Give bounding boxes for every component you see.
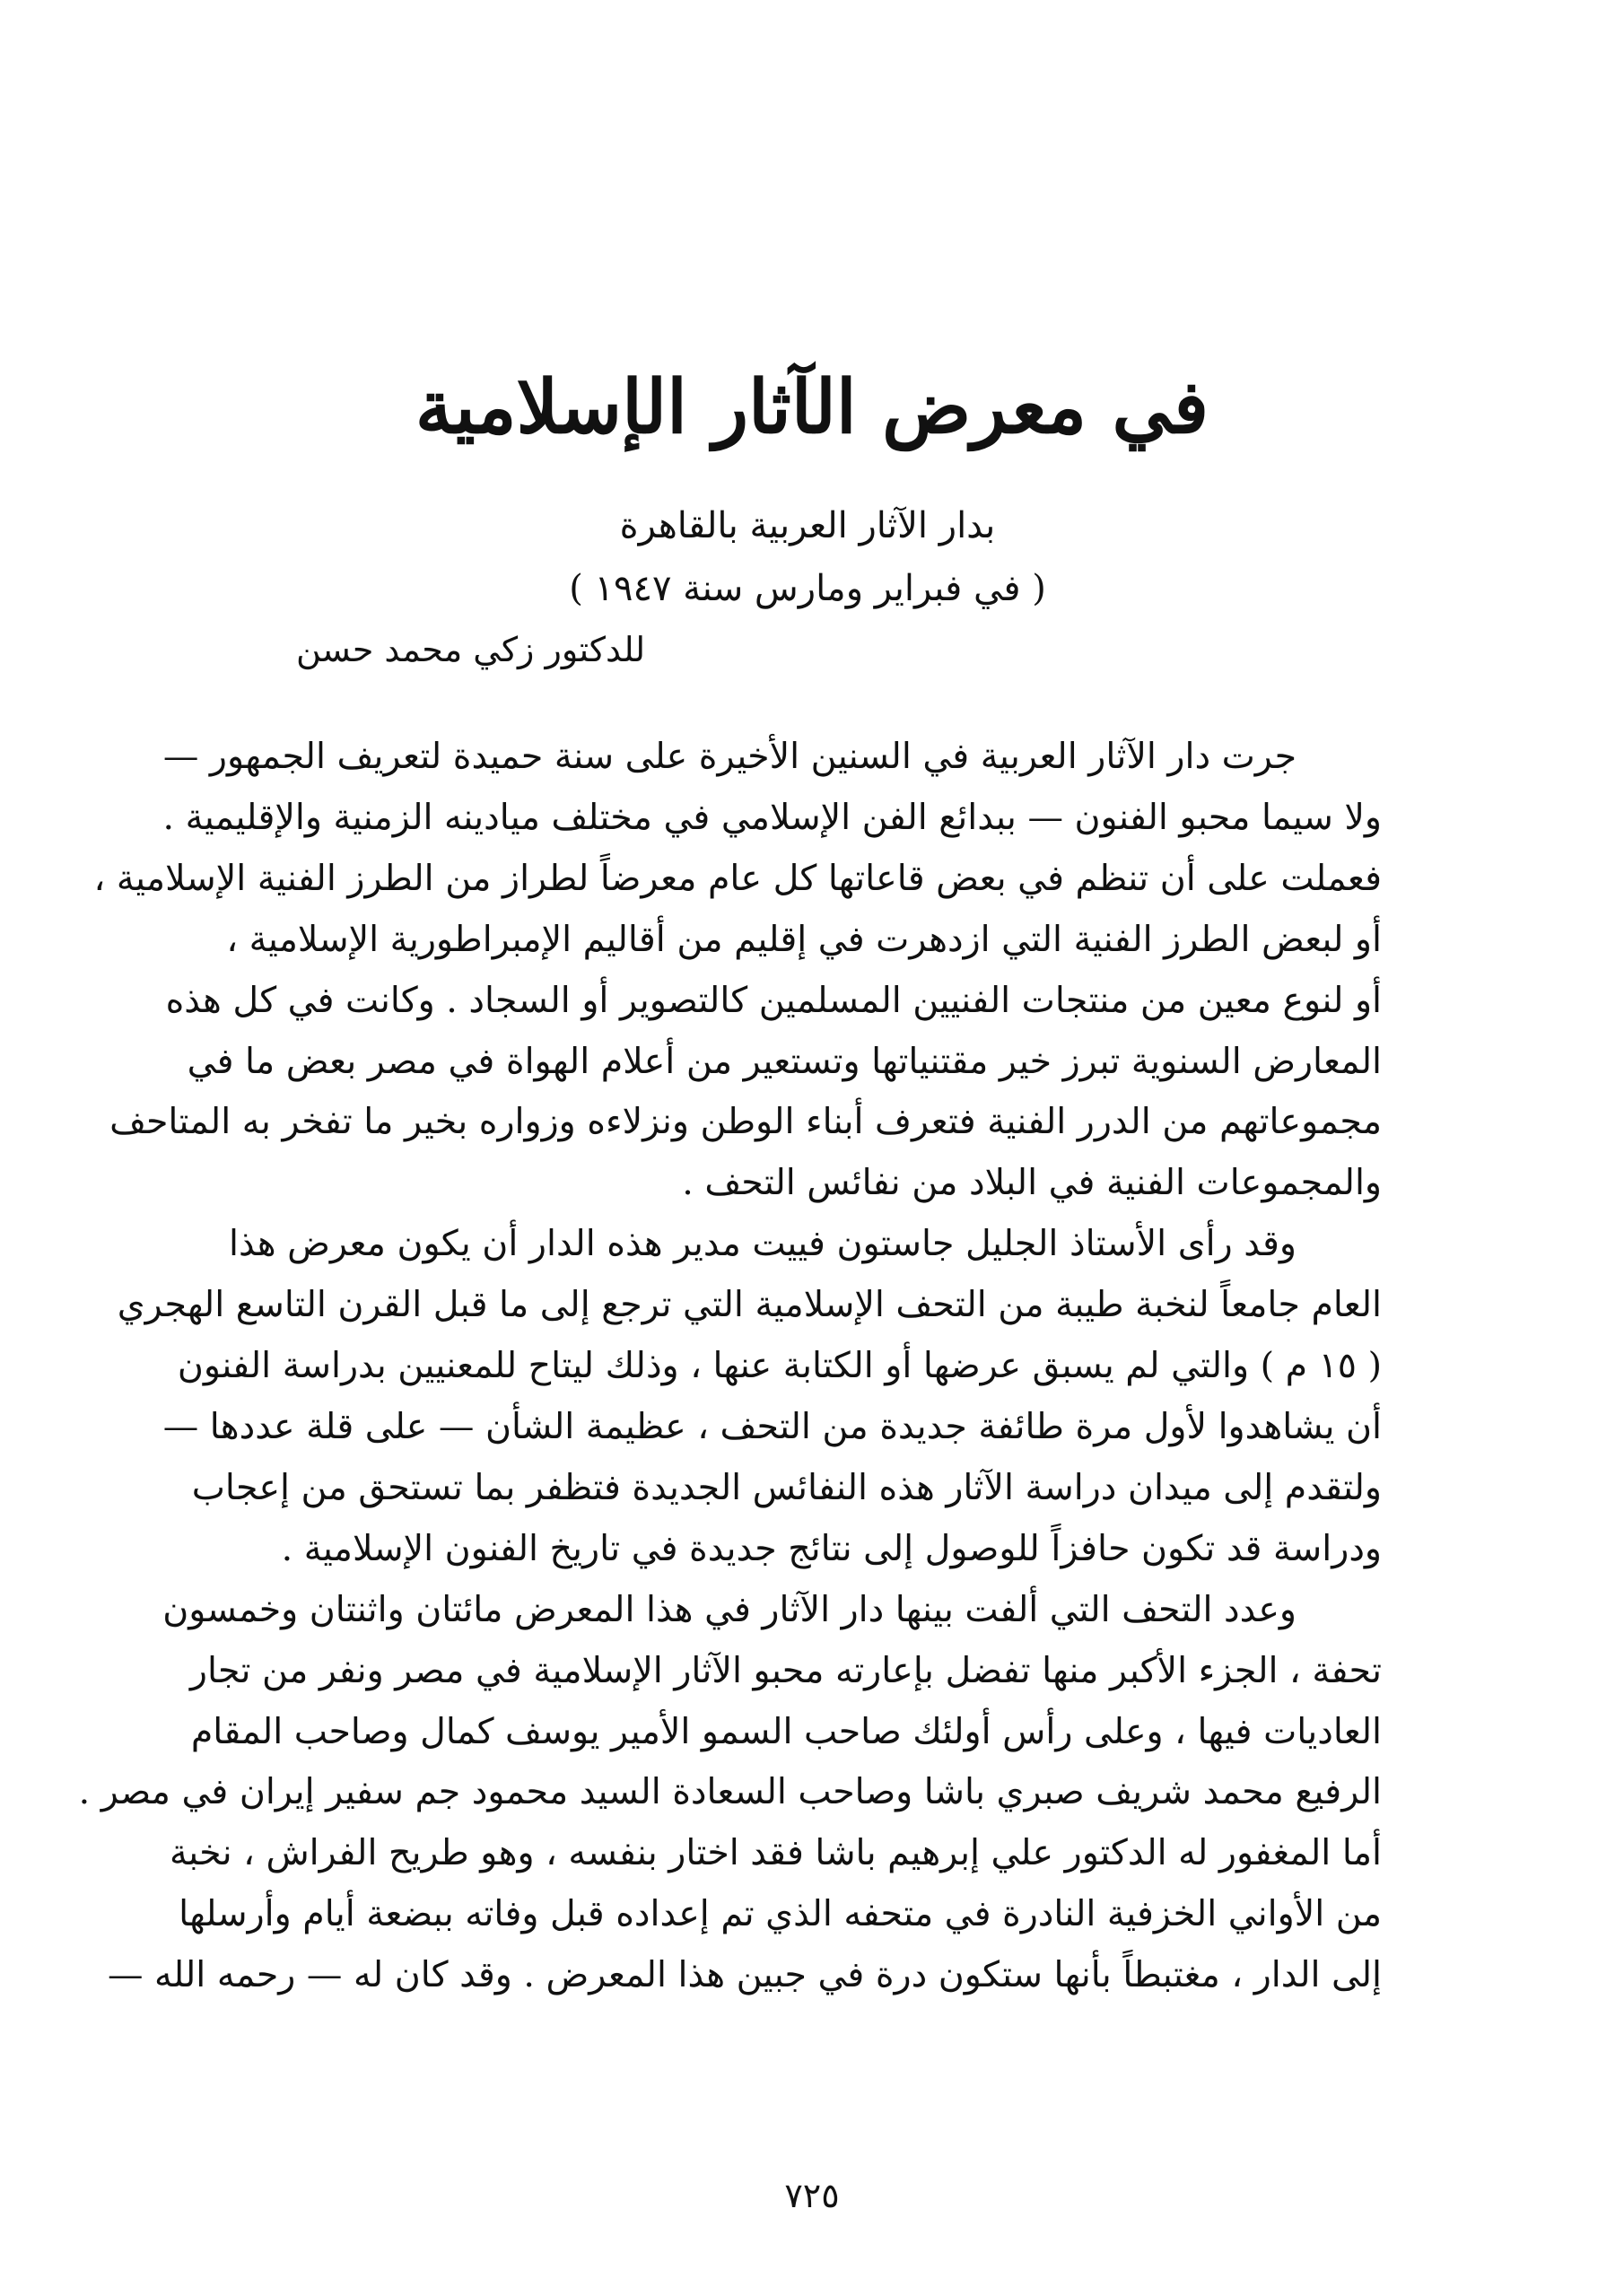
subtitle: بدار الآثار العربية بالقاهرة: [619, 505, 996, 546]
text-line: الرفيع محمد شريف صبري باشا وصاحب السعادة السيد محمود جم سفير إيران في مصر .: [78, 1771, 1382, 1813]
text-line: ( ١٥ م ) والتي لم يسبق عرضها أو الكتابة عنها ، وذلك ليتاح للمعنيين بدراسة الفنون: [177, 1345, 1382, 1387]
text-line: العاديات فيها ، وعلى رأس أولئك صاحب السمو الأمير يوسف كمال وصاحب المقام: [190, 1710, 1382, 1752]
text-line: العام جامعاً لنخبة طيبة من التحف الإسلامية التي ترجع إلى ما قبل القرن التاسع الهجري: [117, 1284, 1382, 1326]
text-line: والمجموعات الفنية في البلاد من نفائس التحف .: [682, 1162, 1382, 1204]
text-line: ولتقدم إلى ميدان دراسة الآثار هذه النفائس الجديدة فتظفر بما تستحق من إعجاب: [191, 1466, 1382, 1508]
text-line: أن يشاهدوا لأول مرة طائفة جديدة من التحف ، عظيمة الشأن — على قلة عددها —: [162, 1405, 1382, 1447]
text-line: ولا سيما محبو الفنون — ببدائع الفن الإسلامي في مختلف ميادينه الزمنية والإقليمية .: [162, 796, 1382, 838]
text-line: أو لنوع معين من منتجات الفنيين المسلمين كالتصوير أو السجاد . وكانت في كل هذه: [165, 979, 1382, 1021]
text-line: وقد رأى الأستاذ الجليل جاستون فييت مدير هذه الدار أن يكون معرض هذا: [229, 1223, 1297, 1265]
text-line: فعملت على أن تنظم في بعض قاعاتها كل عام معرضاً لطراز من الطرز الفنية الإسلامية ،: [93, 857, 1382, 899]
text-line: وعدد التحف التي ألفت بينها دار الآثار في هذا المعرض مائتان واثنتان وخمسون: [162, 1588, 1297, 1630]
page-title: في معرض الآثار الإسلامية: [415, 364, 1209, 450]
text-line: أما المغفور له الدكتور علي إبرهيم باشا فقد اختار بنفسه ، وهو طريح الفراش ، نخبة: [170, 1832, 1382, 1874]
text-line: المعارض السنوية تبرز خير مقتنياتها وتستعير من أعلام الهواة في مصر بعض ما في: [187, 1040, 1382, 1082]
body-text: [78, 727, 1382, 2006]
text-line: تحفة ، الجزء الأكبر منها تفضل بإعارته محبو الآثار الإسلامية في مصر ونفر من تجار: [189, 1649, 1382, 1691]
page-number: ٧٢٥: [784, 2176, 840, 2215]
text-line: من الأواني الخزفية النادرة في متحفه الذي تم إعداده قبل وفاته ببضعة أيام وأرسلها: [179, 1893, 1382, 1935]
text-line: إلى الدار ، مغتبطاً بأنها ستكون درة في جبين هذا المعرض . وقد كان له — رحمه الله —: [107, 1954, 1382, 1996]
author-byline: للدكتور زكي محمد حسن: [296, 630, 646, 669]
text-line: ودراسة قد تكون حافزاً للوصول إلى نتائج جديدة في تاريخ الفنون الإسلامية .: [281, 1527, 1382, 1569]
date-line: ( في فبراير ومارس سنة ١٩٤٧ ): [569, 568, 1046, 609]
text-line: جرت دار الآثار العربية في السنين الأخيرة على سنة حميدة لتعريف الجمهور —: [162, 736, 1297, 777]
text-line: أو لبعض الطرز الفنية التي ازدهرت في إقليم من أقاليم الإمبراطورية الإسلامية ،: [226, 918, 1382, 960]
text-line: مجموعاتهم من الدرر الفنية فتعرف أبناء الوطن ونزلاءه وزواره بخير ما تفخر به المتاحف: [109, 1101, 1382, 1143]
